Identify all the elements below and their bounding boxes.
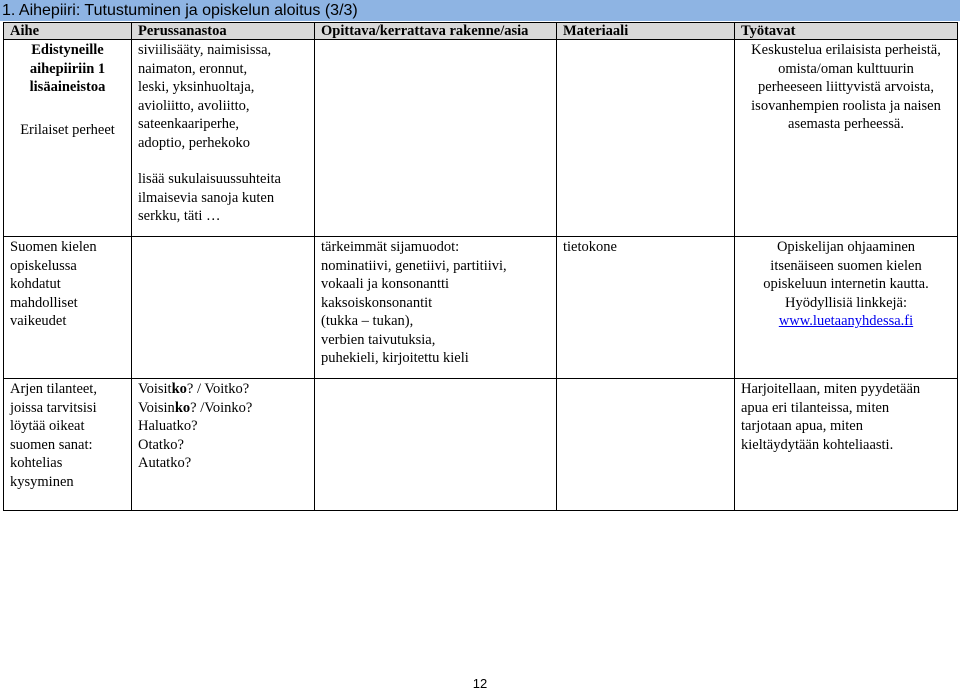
aihe-line: Suomen kielen bbox=[10, 239, 97, 255]
cell-materiaali bbox=[557, 379, 735, 511]
cell-rakenne bbox=[315, 237, 557, 379]
structure-line: puhekieli, kirjoitettu kieli bbox=[321, 350, 469, 366]
aihe-line: kohtelias bbox=[10, 455, 63, 471]
method-line: Opiskelijan ohjaaminen bbox=[776, 239, 916, 255]
aihe-extra: Erilaiset perheet bbox=[20, 121, 115, 138]
material-line: tietokone bbox=[563, 239, 617, 255]
aihe-line: löytää oikeat bbox=[10, 418, 85, 434]
structure-line: vokaali ja konsonantti bbox=[321, 276, 450, 292]
aihe-line: vaikeudet bbox=[10, 313, 67, 329]
table-row bbox=[4, 40, 958, 237]
vocab-line: leski, yksinhuoltaja, bbox=[138, 79, 255, 95]
cell-perussanastoa bbox=[132, 379, 315, 511]
aihe-line: opiskelussa bbox=[10, 257, 77, 274]
structure-line: verbien taivutuksia, bbox=[321, 331, 436, 348]
curriculum-table bbox=[3, 22, 958, 511]
aihe-line: lisäaineistoa bbox=[29, 79, 106, 95]
external-link[interactable]: www.luetaanyhdessa.fi bbox=[778, 313, 914, 329]
cell-materiaali bbox=[557, 237, 735, 379]
vocab-extra-line: lisää sukulaisuussuhteita bbox=[138, 171, 281, 187]
vocab-extra-line: ilmaisevia sanoja kuten bbox=[138, 189, 275, 206]
page-title: 1. Aihepiiri: Tutustuminen ja opiskelun aloitus (3/3) bbox=[0, 0, 960, 21]
method-line: kieltäydytään kohteliaasti. bbox=[741, 436, 894, 453]
aihe-line: joissa tarvitsisi bbox=[10, 399, 97, 416]
table-row bbox=[4, 237, 958, 379]
phrase-line: Haluatko? bbox=[138, 418, 198, 434]
header-row bbox=[4, 23, 958, 40]
method-line: isovanhempien roolista ja naisen bbox=[751, 97, 941, 114]
table-row bbox=[4, 379, 958, 511]
method-line: Hyödyllisiä linkkejä: bbox=[784, 294, 908, 311]
method-line: apua eri tilanteissa, miten bbox=[741, 399, 890, 416]
aihe-line: aihepiiriin 1 bbox=[29, 60, 106, 77]
cell-materiaali bbox=[557, 40, 735, 237]
structure-line: (tukka – tukan), bbox=[321, 313, 414, 329]
method-line: Harjoitellaan, miten pyydetään bbox=[741, 381, 921, 397]
structure-line: tärkeimmät sijamuodot: bbox=[321, 239, 460, 255]
aihe-line: mahdolliset bbox=[10, 294, 78, 311]
structure-line: kaksoiskonsonantit bbox=[321, 294, 433, 311]
page-number: 12 bbox=[472, 676, 488, 691]
cell-aihe bbox=[4, 379, 132, 511]
aihe-line: suomen sanat: bbox=[10, 436, 93, 453]
col-header-tyotavat: Työtavat bbox=[735, 23, 958, 40]
structure-line: nominatiivi, genetiivi, partitiivi, bbox=[321, 257, 507, 274]
cell-aihe bbox=[4, 40, 132, 237]
method-line: perheeseen liittyvistä arvoista, bbox=[758, 79, 934, 95]
method-line: Keskustelua erilaisista perheistä, bbox=[751, 42, 941, 58]
method-line: omista/oman kulttuurin bbox=[778, 60, 914, 77]
cell-perussanastoa bbox=[132, 237, 315, 379]
vocab-extra-line: serkku, täti … bbox=[138, 208, 221, 224]
col-header-rakenne: Opittava/kerrattava rakenne/asia bbox=[315, 23, 557, 40]
phrase-line: Voisinko? /Voinko? bbox=[138, 399, 253, 416]
vocab-line: avioliitto, avoliitto, bbox=[138, 97, 250, 114]
cell-rakenne bbox=[315, 379, 557, 511]
phrase-line: Autatko? bbox=[138, 455, 192, 471]
aihe-line: kohdatut bbox=[10, 276, 61, 292]
col-header-materiaali: Materiaali bbox=[557, 23, 735, 40]
aihe-line: Edistyneille bbox=[31, 42, 104, 58]
cell-tyotavat bbox=[735, 237, 958, 379]
aihe-line: Arjen tilanteet, bbox=[10, 381, 97, 397]
method-line: tarjotaan apua, miten bbox=[741, 418, 863, 434]
cell-aihe bbox=[4, 237, 132, 379]
col-header-aihe: Aihe bbox=[4, 23, 132, 40]
vocab-line: naimaton, eronnut, bbox=[138, 60, 248, 77]
cell-perussanastoa bbox=[132, 40, 315, 237]
phrase-line: Otatko? bbox=[138, 436, 184, 453]
aihe-line: kysyminen bbox=[10, 473, 74, 490]
vocab-line: sateenkaariperhe, bbox=[138, 116, 240, 132]
method-line: asemasta perheessä. bbox=[788, 116, 904, 132]
method-line: itsenäiseen suomen kielen bbox=[770, 257, 922, 274]
phrase-line: Voisitko? / Voitko? bbox=[138, 381, 250, 397]
vocab-line: siviilisääty, naimisissa, bbox=[138, 42, 272, 58]
method-line: opiskeluun internetin kautta. bbox=[763, 276, 929, 292]
cell-rakenne bbox=[315, 40, 557, 237]
vocab-line: adoptio, perhekoko bbox=[138, 134, 250, 151]
cell-tyotavat bbox=[735, 379, 958, 511]
col-header-perussanastoa: Perussanastoa bbox=[132, 23, 315, 40]
cell-tyotavat bbox=[735, 40, 958, 237]
